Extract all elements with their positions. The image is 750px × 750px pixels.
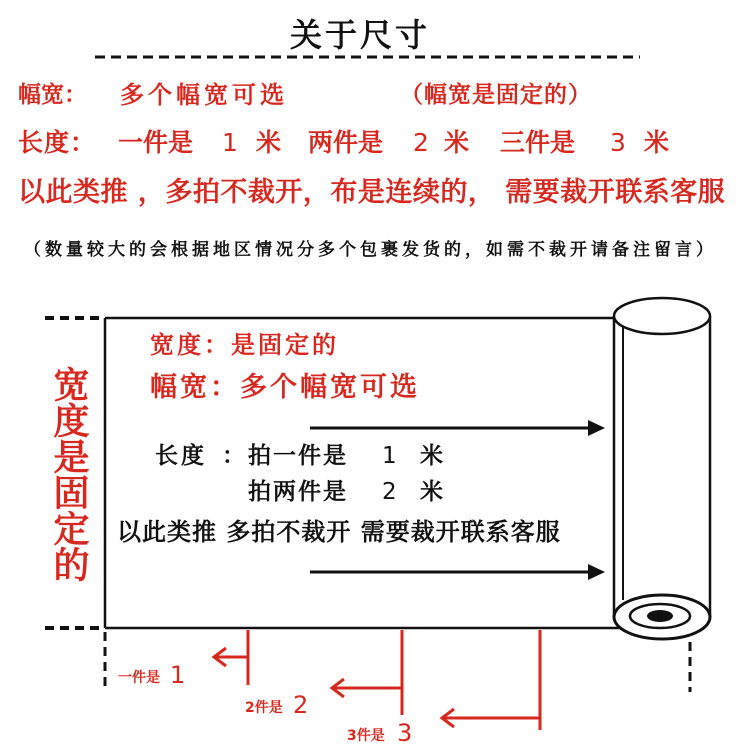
length-item-num: 1 bbox=[222, 128, 238, 157]
length-item-unit: 米 bbox=[256, 128, 282, 157]
marker-label: 2件是 bbox=[245, 700, 283, 716]
length-item-prefix: 一件是 bbox=[118, 128, 194, 157]
length-label: 长度： bbox=[18, 128, 97, 157]
length-item-num: 2 bbox=[413, 128, 429, 157]
marker-label: 一件是 bbox=[118, 670, 160, 686]
diagram-row-num: 1 bbox=[382, 443, 397, 469]
diagram-length-colon: ： bbox=[222, 443, 245, 469]
side-width-fixed-label: 宽度是固定的 bbox=[48, 366, 89, 582]
page-title: 关于尺寸 bbox=[290, 16, 431, 54]
diagram-row-num: 2 bbox=[382, 479, 397, 505]
roll-body bbox=[614, 316, 710, 617]
diagram-continue-note: 以此类推 多拍不裁开 需要裁开联系客服 bbox=[117, 518, 561, 546]
roll-top-end bbox=[614, 298, 710, 334]
length-item-unit: 米 bbox=[444, 128, 470, 157]
continuous-fabric-note: 以此类推 ，多拍不裁开，布是连续的， 需要裁开联系客服 bbox=[18, 177, 726, 208]
width-label: 幅宽： bbox=[18, 82, 87, 108]
marker-label: 3件是 bbox=[347, 728, 385, 744]
marker-number: 3 bbox=[397, 719, 413, 747]
diagram-row-unit: 米 bbox=[420, 479, 443, 505]
marker-number: 1 bbox=[170, 661, 186, 689]
length-item-num: 3 bbox=[610, 128, 626, 157]
diagram-width-options: 幅宽：多个幅宽可选 bbox=[150, 372, 420, 403]
length-arrow-lower-head bbox=[588, 564, 605, 580]
length-item-prefix: 三件是 bbox=[500, 128, 576, 157]
diagram-row-unit: 米 bbox=[420, 443, 443, 469]
shipping-note: （数量较大的会根据地区情况分多个包裹发货的，如需不裁开请备注留言） bbox=[24, 240, 717, 260]
diagram-row-text: 拍两件是 bbox=[248, 479, 348, 505]
length-arrow-upper-head bbox=[588, 420, 605, 436]
diagram-width-fixed: 宽度：是固定的 bbox=[150, 331, 339, 359]
length-item-prefix: 两件是 bbox=[308, 128, 384, 157]
length-item-unit: 米 bbox=[644, 128, 670, 157]
diagram-length-label: 长度 bbox=[155, 443, 207, 469]
width-value: 多个幅宽可选 bbox=[120, 81, 288, 109]
marker-number: 2 bbox=[293, 691, 309, 719]
roll-core bbox=[647, 610, 673, 622]
diagram-row-text: 拍一件是 bbox=[248, 443, 348, 469]
width-note: （幅宽是固定的） bbox=[400, 82, 592, 108]
